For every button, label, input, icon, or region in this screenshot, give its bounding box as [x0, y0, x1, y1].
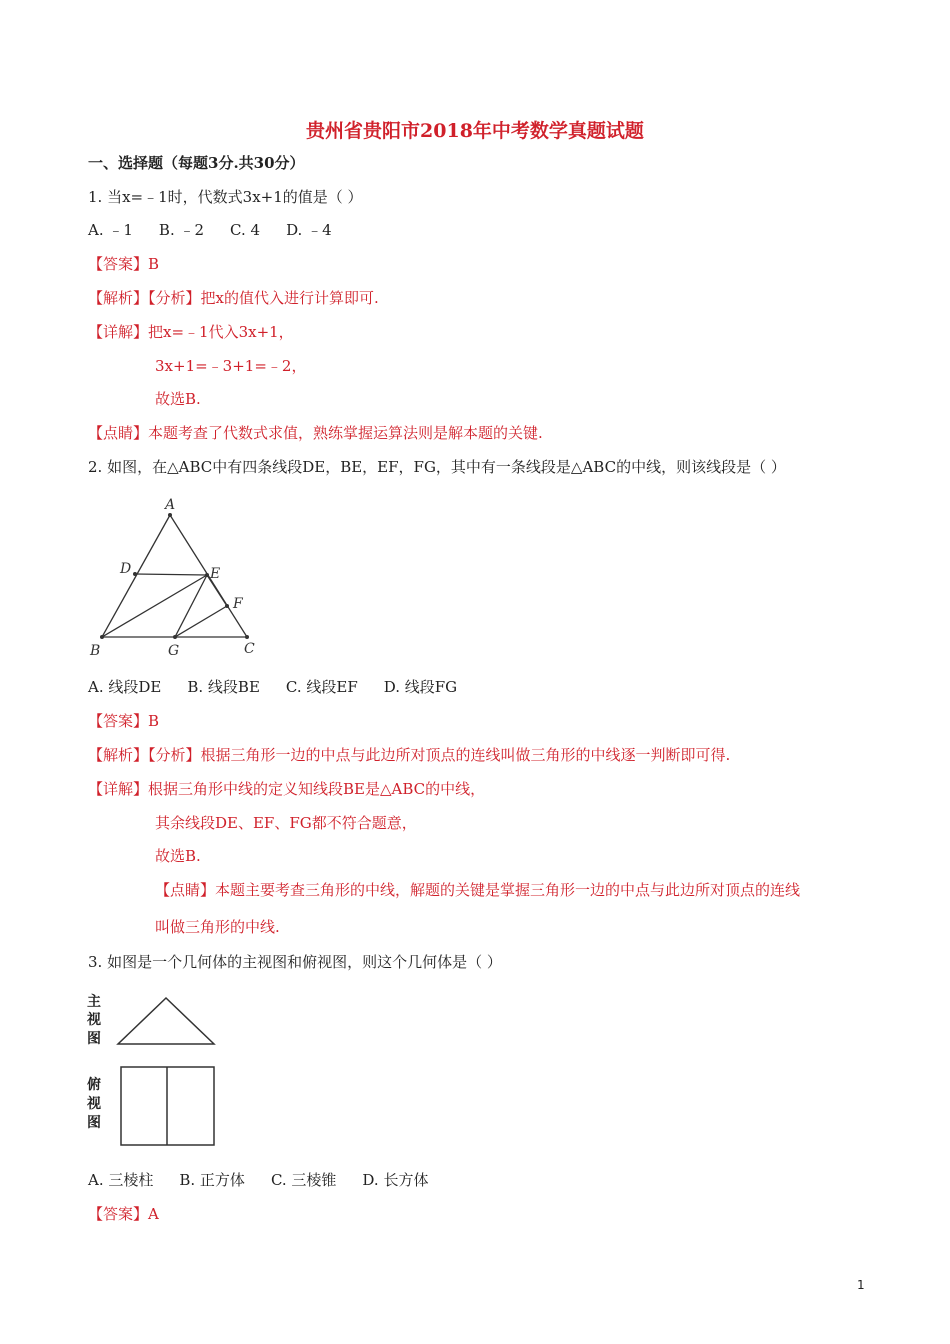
- point-e: [205, 573, 209, 577]
- q1-analysis: 【解析】【分析】把x的值代入进行计算即可.: [88, 289, 379, 307]
- q2-option-a: A. 线段DE: [88, 678, 162, 696]
- page-title: 贵州省贵阳市2018年中考数学真题试题: [306, 120, 644, 142]
- point-b: [100, 635, 104, 639]
- page-number: 1: [857, 1278, 865, 1292]
- q3-option-d: D. 长方体: [362, 1171, 429, 1189]
- q2-detail: 【详解】根据三角形中线的定义知线段BE是△ABC的中线，: [88, 780, 486, 798]
- label-d: D: [120, 561, 132, 577]
- q2-stem: 2. 如图，在△ABC中有四条线段DE，BE，EF，FG，其中有一条线段是△ABC的中线，则该线段是（ ）: [88, 458, 786, 476]
- q3-option-c: C. 三棱锥: [270, 1171, 337, 1189]
- q3-option-b: B. 正方体: [179, 1171, 245, 1189]
- q3-options: [88, 1170, 454, 1190]
- q1-stem: 1. 当x=﹣1时，代数式3x+1的值是（ ）: [88, 188, 363, 206]
- side-ab: [102, 515, 170, 637]
- q1-comment: 【点睛】本题考查了代数式求值，熟练掌握运算法则是解本题的关键.: [88, 424, 543, 442]
- section-heading: 一、选择题（每题3分.共30分）: [88, 154, 305, 172]
- label-c: C: [244, 641, 255, 657]
- point-d: [133, 572, 137, 576]
- q1-option-d: D. ﹣4: [286, 221, 332, 239]
- q2-comment-line1: 【点睛】本题主要考查三角形的中线，解题的关键是掌握三角形一边的中点与此边所对顶点的连线: [155, 881, 801, 899]
- top-view-label-1: 俯: [87, 1077, 101, 1093]
- q3-stem: 3. 如图是一个几何体的主视图和俯视图，则这个几何体是（ ）: [88, 953, 502, 971]
- q1-option-a: A. ﹣1: [88, 221, 133, 239]
- q1-detail: 【详解】把x=﹣1代入3x+1，: [88, 323, 294, 341]
- label-a: A: [165, 497, 176, 513]
- q2-step1: 其余线段DE、EF、FG都不符合题意，: [155, 814, 417, 832]
- triangle-figure: [84, 492, 264, 664]
- three-view-figure: [84, 990, 224, 1150]
- q1-answer: 【答案】B: [88, 255, 160, 273]
- q2-option-d: D. 线段FG: [383, 678, 458, 696]
- q2-step2: 故选B.: [155, 847, 201, 865]
- q1-option-b: B. ﹣2: [158, 221, 205, 239]
- point-c: [245, 635, 249, 639]
- q1-step2: 故选B.: [155, 390, 201, 408]
- q3-option-a: A. 三棱柱: [88, 1171, 154, 1189]
- point-g: [173, 635, 177, 639]
- q1-option-c: C. 4: [230, 221, 261, 239]
- label-f: F: [233, 596, 243, 612]
- q1-step1: 3x+1=﹣3+1=﹣2，: [155, 357, 307, 375]
- label-e: E: [210, 566, 221, 582]
- q2-comment-line2: 叫做三角形的中线.: [155, 918, 280, 936]
- front-view-label-3: 图: [87, 1031, 101, 1047]
- front-view-label-2: 视: [87, 1012, 101, 1028]
- label-b: B: [90, 643, 101, 659]
- front-view-label-1: 主: [87, 994, 101, 1010]
- q2-options: [88, 677, 483, 697]
- label-g: G: [168, 643, 180, 659]
- q1-options: [88, 220, 358, 240]
- top-view-label-2: 视: [87, 1096, 101, 1112]
- point-f: [225, 604, 229, 608]
- q2-option-c: C. 线段EF: [285, 678, 358, 696]
- top-view-label-3: 图: [87, 1115, 101, 1131]
- segment-de: [135, 574, 207, 575]
- q2-analysis: 【解析】【分析】根据三角形一边的中点与此边所对顶点的连线叫做三角形的中线逐一判断即可得.: [88, 746, 731, 764]
- q2-option-b: B. 线段BE: [187, 678, 260, 696]
- q3-answer: 【答案】A: [88, 1205, 159, 1223]
- point-a: [168, 513, 172, 517]
- q2-answer: 【答案】B: [88, 712, 160, 730]
- front-view-triangle: [118, 998, 214, 1044]
